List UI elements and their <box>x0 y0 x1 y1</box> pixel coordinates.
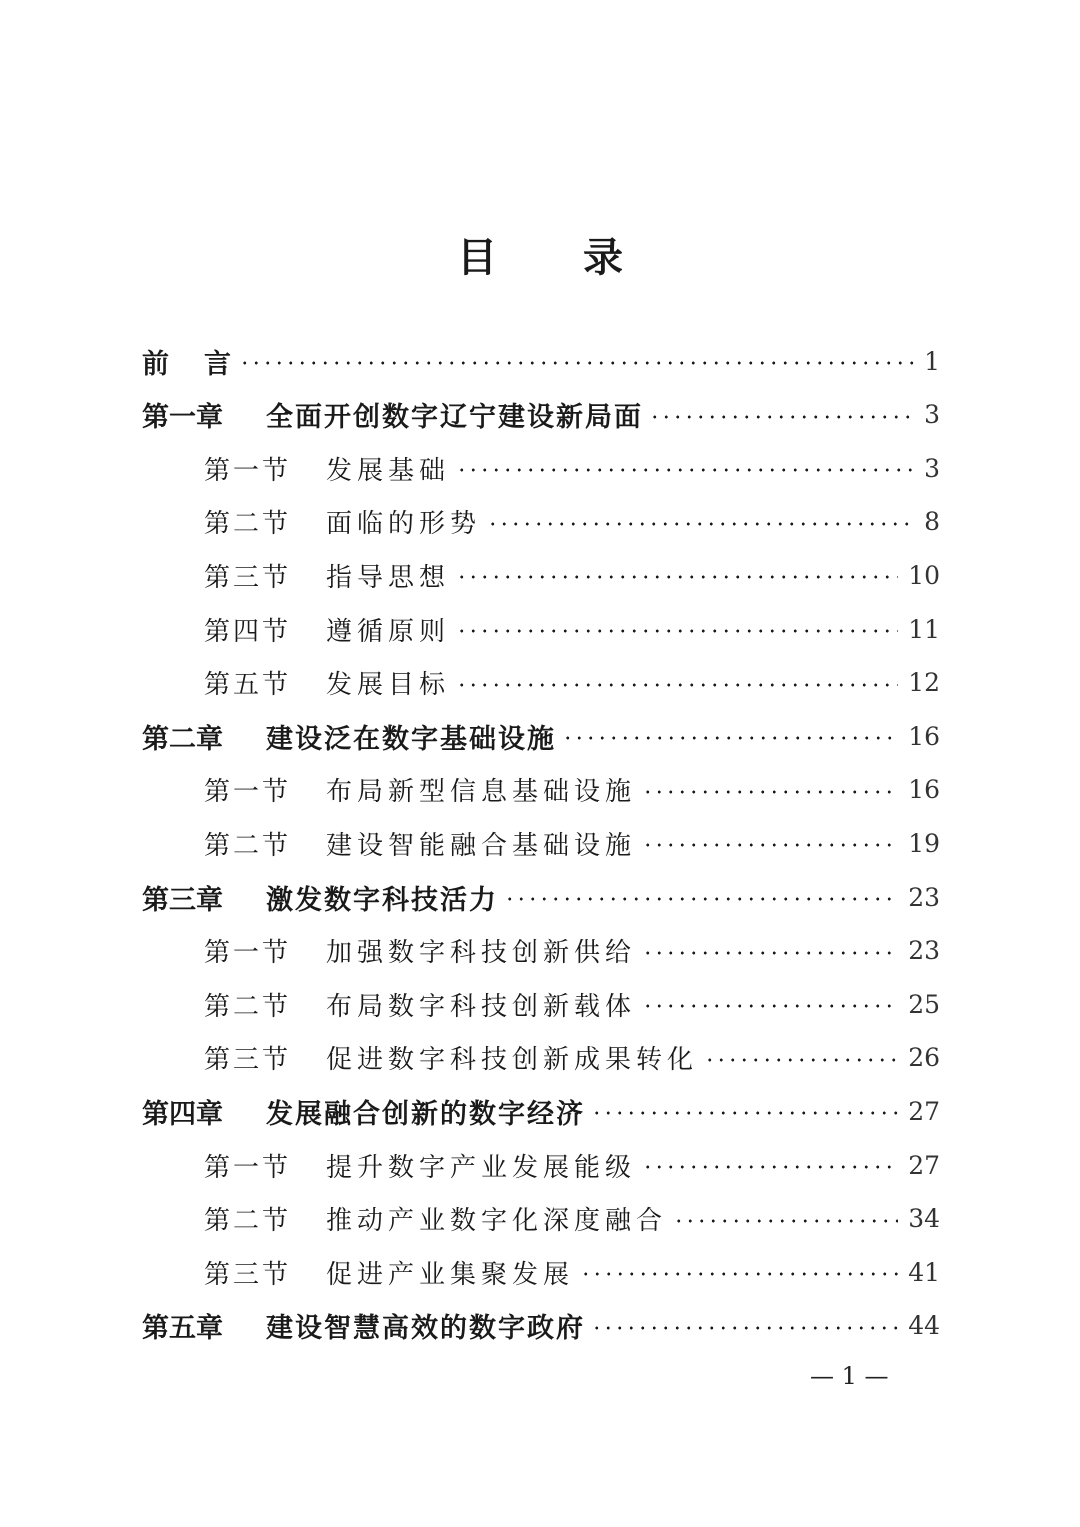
toc-entry-preface <box>142 334 940 388</box>
toc-entry-number: 第四章 <box>142 1098 223 1130</box>
toc-entry-title: 建设智慧高效的数字政府 <box>266 1313 585 1345</box>
toc-entry-number: 第三章 <box>142 884 223 916</box>
toc-entry-section <box>204 924 940 978</box>
toc-entry-title: 促进产业集聚发展 <box>326 1259 575 1290</box>
toc-entry-section <box>204 602 940 656</box>
dot-leader <box>642 951 898 955</box>
toc-entry-number: 第五节 <box>204 670 292 701</box>
dot-leader <box>504 897 898 901</box>
toc-entry-section <box>204 656 940 710</box>
toc-entry-title: 指导思想 <box>326 562 451 593</box>
toc-entry-chapter-1 <box>142 388 940 442</box>
dot-leader <box>704 1058 898 1062</box>
dot-leader <box>456 629 898 633</box>
dot-leader <box>456 468 914 472</box>
dot-leader <box>591 1326 898 1330</box>
toc-entry-section <box>204 548 940 602</box>
dot-leader <box>239 361 914 365</box>
toc-entry-number: 第二节 <box>204 509 292 540</box>
toc-entry-section <box>204 441 940 495</box>
dot-leader <box>456 683 898 687</box>
toc-entry-page: 8 <box>924 507 940 537</box>
toc-entry-page: 16 <box>908 775 940 805</box>
toc-entry-title: 发展基础 <box>326 455 451 486</box>
toc-entry-page: 26 <box>908 1043 940 1073</box>
toc-entry-chapter-4 <box>142 1084 940 1138</box>
toc-entry-number: 前 <box>142 348 169 380</box>
toc-entry-title: 发展融合创新的数字经济 <box>266 1098 585 1130</box>
dot-leader <box>487 522 914 526</box>
toc-entry-page: 1 <box>924 346 940 376</box>
toc-entry-page: 3 <box>924 453 940 483</box>
toc-entry-page: 12 <box>908 668 940 698</box>
toc-entry-page: 44 <box>908 1311 940 1341</box>
toc-entry-number: 第三节 <box>204 1259 292 1290</box>
toc-entry-page: 27 <box>908 1096 940 1126</box>
toc-entry-title: 建设泛在数字基础设施 <box>266 723 556 755</box>
toc-entry-section <box>204 977 940 1031</box>
dot-leader <box>673 1219 898 1223</box>
toc-entry-chapter-2 <box>142 709 940 763</box>
toc-entry-section <box>204 763 940 817</box>
toc-entry-number: 第二节 <box>204 830 292 861</box>
dot-leader <box>642 1004 898 1008</box>
toc-entry-page: 16 <box>908 721 940 751</box>
toc-entry-page: 27 <box>908 1150 940 1180</box>
toc-entry-section <box>204 1245 940 1299</box>
dot-leader <box>456 575 898 579</box>
dot-leader <box>591 1111 898 1115</box>
toc-entry-title: 激发数字科技活力 <box>266 884 498 916</box>
toc-entry-title: 全面开创数字辽宁建设新局面 <box>266 402 643 434</box>
toc-entry-number: 第三节 <box>204 1045 292 1076</box>
toc-entry-page: 23 <box>908 882 940 912</box>
toc-entry-page: 25 <box>908 989 940 1019</box>
toc-entry-number: 第五章 <box>142 1313 223 1345</box>
toc-entry-page: 23 <box>908 936 940 966</box>
toc-entry-section <box>204 1138 940 1192</box>
toc-entry-page: 3 <box>924 400 940 430</box>
toc-entry-number: 第一章 <box>142 402 223 434</box>
toc-entry-section <box>204 495 940 549</box>
dot-leader <box>562 736 898 740</box>
toc-entry-page: 34 <box>908 1204 940 1234</box>
toc-entry-section <box>204 1031 940 1085</box>
toc-entry-title: 言 <box>204 348 233 380</box>
toc-entry-number: 第一节 <box>204 1152 292 1183</box>
toc-entry-title: 面临的形势 <box>326 509 482 540</box>
toc-entry-page: 19 <box>908 828 940 858</box>
toc-entry-title: 提升数字产业发展能级 <box>326 1152 637 1183</box>
dot-leader <box>642 1165 898 1169</box>
toc-entry-title: 遵循原则 <box>326 616 451 647</box>
toc-entry-number: 第四节 <box>204 616 292 647</box>
toc-entry-number: 第二节 <box>204 1206 292 1237</box>
dot-leader <box>642 790 898 794</box>
toc-entry-number: 第一节 <box>204 455 292 486</box>
toc-entry-number: 第二章 <box>142 723 223 755</box>
toc-entry-title: 建设智能融合基础设施 <box>326 830 637 861</box>
toc-entry-page: 10 <box>908 560 940 590</box>
toc-entry-page: 11 <box>908 614 940 644</box>
dot-leader <box>642 843 898 847</box>
toc-entry-title: 布局新型信息基础设施 <box>326 777 637 808</box>
toc-entry-title: 加强数字科技创新供给 <box>326 938 637 969</box>
toc-entry-number: 第一节 <box>204 938 292 969</box>
toc-entry-number: 第三节 <box>204 562 292 593</box>
toc-entry-page: 41 <box>908 1257 940 1287</box>
toc-entry-section <box>204 816 940 870</box>
toc-entry-title: 推动产业数字化深度融合 <box>326 1206 668 1237</box>
toc-entry-chapter-5 <box>142 1299 940 1353</box>
toc-entry-chapter-3 <box>142 870 940 924</box>
toc-entry-number: 第二节 <box>204 991 292 1022</box>
dot-leader <box>649 415 914 419</box>
toc-entry-title: 布局数字科技创新载体 <box>326 991 637 1022</box>
page-number-footer: — 1 — <box>810 1362 889 1390</box>
toc-entry-title: 促进数字科技创新成果转化 <box>326 1045 699 1076</box>
page-title: 目 录 <box>457 235 659 281</box>
toc-entry-number: 第一节 <box>204 777 292 808</box>
toc-entry-section <box>204 1192 940 1246</box>
dot-leader <box>580 1272 898 1276</box>
toc-entry-title: 发展目标 <box>326 670 451 701</box>
